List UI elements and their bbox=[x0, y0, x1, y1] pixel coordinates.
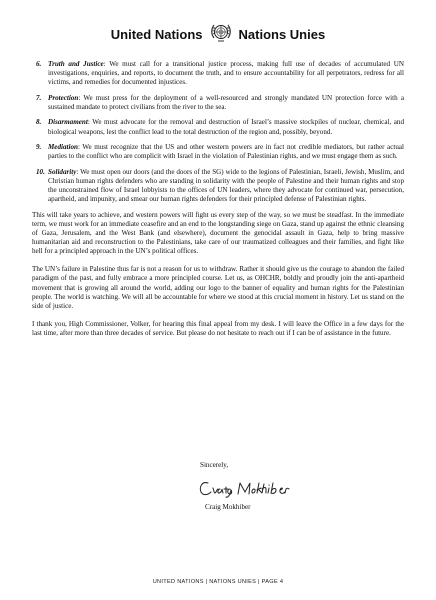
letterhead-english: United Nations bbox=[110, 26, 203, 42]
item-term: Mediation bbox=[48, 142, 78, 151]
numbered-item bbox=[36, 60, 404, 88]
body-paragraph: This will take years to achieve, and western powers will fight us every step of the way, so we must be steadfast. In the immediate term, we must work for an immediate ceasefire and an end to the longstanding siege on Gaza, stand up against the ethnic cleansing of Gaza, Jerusalem, and the West Bank (and elsewhere), document the genocidal assault in Gaza, help to bring massive humanitarian aid and reconstruction to the Palestinians, take care of our traumatized colleagues and their families, and fight like hell for a principled approach in the UN’s political offices. bbox=[32, 210, 404, 256]
item-term: Protection bbox=[48, 93, 79, 102]
item-number: 7. bbox=[36, 93, 42, 102]
closing-salutation: Sincerely, bbox=[200, 461, 229, 469]
handwritten-signature bbox=[196, 475, 292, 501]
item-term: Truth and Justice bbox=[48, 60, 104, 68]
item-text: : We must call for a transitional justice process, making full use of decades of accumulated UN investigations, enquiries, and reports, to document the truth, and to ensure accountability for all perpetrators, redress for all victims, and remedies for documented injustices. bbox=[48, 60, 404, 87]
item-number: 9. bbox=[36, 142, 42, 151]
numbered-item bbox=[36, 118, 404, 136]
item-term: Solidarity bbox=[48, 167, 77, 176]
item-text: : We must recognize that the US and other western powers are in fact not credible mediators, but rather actual parties to the conflict who are complicit with Israel in the violation of Palestinian rights, and we must engage them as such. bbox=[48, 142, 404, 161]
item-text: : We must open our doors (and the doors of the SG) wide to the legions of Palestinian, Israeli, Jewish, Muslim, and Christian human rights defenders who are standing in solidarity with the people of Palestine and their human rights and stop the unconstrained flow of Israel lobbyists to the offices of UN leaders, where they advocate for continued war, persecution, apartheid, and impunity, and smear our human rights defenders for their principled defense of Palestinian rights. bbox=[48, 167, 404, 204]
item-number: 10. bbox=[36, 167, 45, 176]
item-term: Disarmament bbox=[48, 118, 88, 127]
numbered-item bbox=[36, 93, 404, 112]
body-paragraph: I thank you, High Commissioner, Volker, for hearing this final appeal from my desk. I will leave the Office in a few days for the last time, after more than three decades of service. But please do not hesitate to reach out if I can be of assistance in the future. bbox=[32, 319, 404, 337]
un-emblem-icon bbox=[209, 22, 233, 46]
numbered-item bbox=[36, 142, 404, 161]
signatory-name: Craig Mokhiber bbox=[205, 503, 251, 511]
body-paragraph: The UN’s failure in Palestine thus far is not a reason for us to withdraw. Rather it should give us the courage to abandon the failed paradigm of the past, and fully embrace a more principled course. Let us, as OHCHR, boldly and proudly join the anti-apartheid movement that is growing all around the world, adding our logo to the banner of equality and human rights for the Palestinian people. The world is watching. We will all be accountable for where we stood at this crucial moment in history. Let us stand on the side of justice. bbox=[32, 265, 404, 310]
letter-body bbox=[32, 60, 404, 347]
item-text: : We must press for the deployment of a well-resourced and strongly mandated UN protection force with a sustained mandate to protect civilians from the river to the sea. bbox=[48, 93, 404, 111]
item-number: 6. bbox=[36, 60, 42, 68]
letterhead bbox=[0, 22, 436, 46]
item-text: : We must advocate for the removal and destruction of Israel’s massive stockpiles of nuclear, chemical, and biological weapons, lest the conflict lead to the total destruction of the region and, possibly, beyond. bbox=[48, 118, 404, 136]
letterhead-french: Nations Unies bbox=[238, 26, 326, 42]
page-footer: UNITED NATIONS | NATIONS UNIES | PAGE 4 bbox=[152, 579, 284, 585]
item-number: 8. bbox=[36, 118, 42, 127]
numbered-item bbox=[36, 167, 404, 205]
